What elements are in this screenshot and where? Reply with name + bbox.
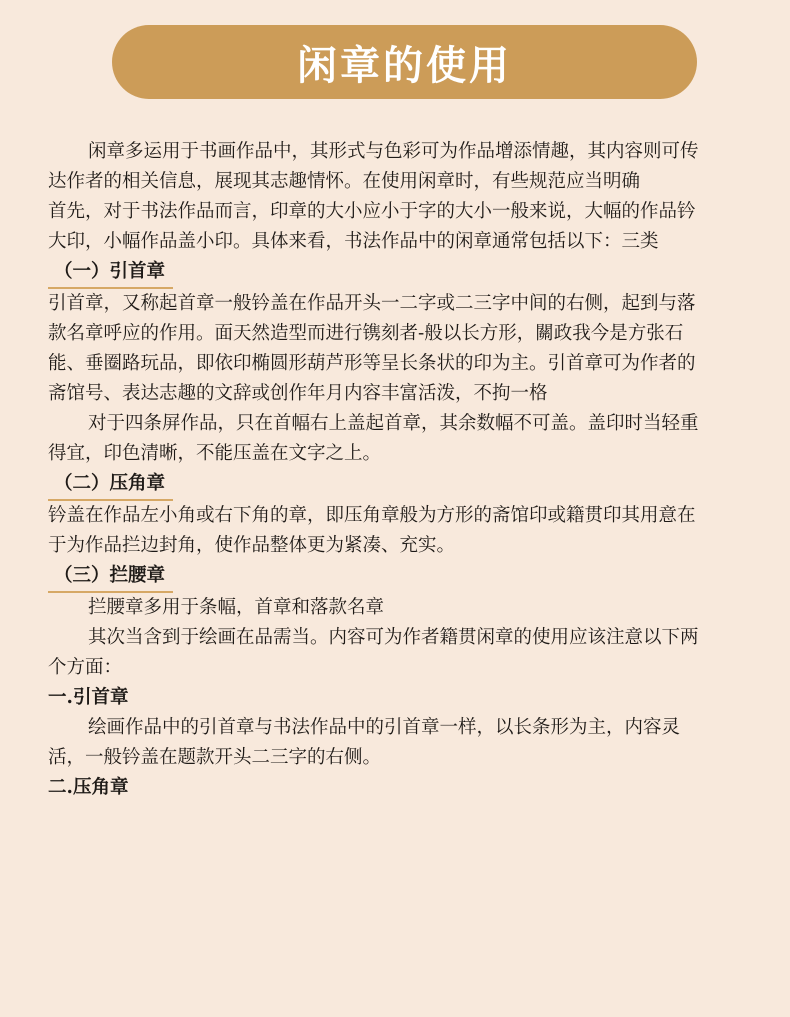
section-heading-label: （三）拦腰章: [48, 562, 173, 593]
part2-heading: 二.压角章: [48, 777, 129, 798]
intro-paragraph-1: 闲章多运用于书画作品中，其形式与色彩可为作品增添情趣，其内容则可传达作者的相关信息，展现其志趣情怀。在使用闲章时，有些规范应当明确: [48, 141, 699, 192]
section-heading-label: （二）压角章: [48, 470, 173, 501]
page-title: 闲章的使用: [297, 41, 512, 89]
section2-paragraph-1: 钤盖在作品左小角或右下角的章，即压角章般为方形的斋馆印或籍贯印其用意在于为作品拦边封角，使作品整体更为紧凑、充实。: [48, 505, 696, 556]
part1-heading: 一.引首章: [48, 687, 129, 708]
part1-paragraph-1: 绘画作品中的引首章与书法作品中的引首章一样，以长条形为主，内容灵活，一般钤盖在题款开头二三字的右侧。: [48, 717, 681, 768]
section3-paragraph-1: 拦腰章多用于条幅，首章和落款名章: [88, 597, 385, 618]
section1-paragraph-1: 引首章，又称起首章一般钤盖在作品开头一二字或二三字中间的右侧，起到与落款名章呼应的作用。面天然造型而进行镌刻者-般以长方形，關政我今是方张石能、垂圈路玩品，即依印椭圆形葫芦形等呈长条状的印为主。引首章可为作者的斋馆号、表达志趣的文辞或创作年月内容丰富活泼，不拘一格: [48, 293, 696, 404]
section-heading-3: [48, 561, 708, 593]
section1-paragraph-2: 对于四条屏作品，只在首幅右上盖起首章，其余数幅不可盖。盖印时当轻重得宜，印色清晰，不能压盖在文字之上。: [48, 413, 699, 464]
section-heading-2: [48, 469, 708, 501]
title-banner: [112, 25, 697, 99]
section3-paragraph-2: 其次当含到于绘画在品需当。内容可为作者籍贯闲章的使用应该注意以下两个方面：: [48, 627, 699, 678]
section-heading-label: （一）引首章: [48, 258, 173, 289]
article-body: [48, 137, 708, 803]
section-heading-1: [48, 257, 708, 289]
intro-paragraph-2: 首先，对于书法作品而言，印章的大小应小于字的大小一般来说，大幅的作品钤大印，小幅作品盖小印。具体来看，书法作品中的闲章通常包括以下：三类: [48, 201, 696, 252]
